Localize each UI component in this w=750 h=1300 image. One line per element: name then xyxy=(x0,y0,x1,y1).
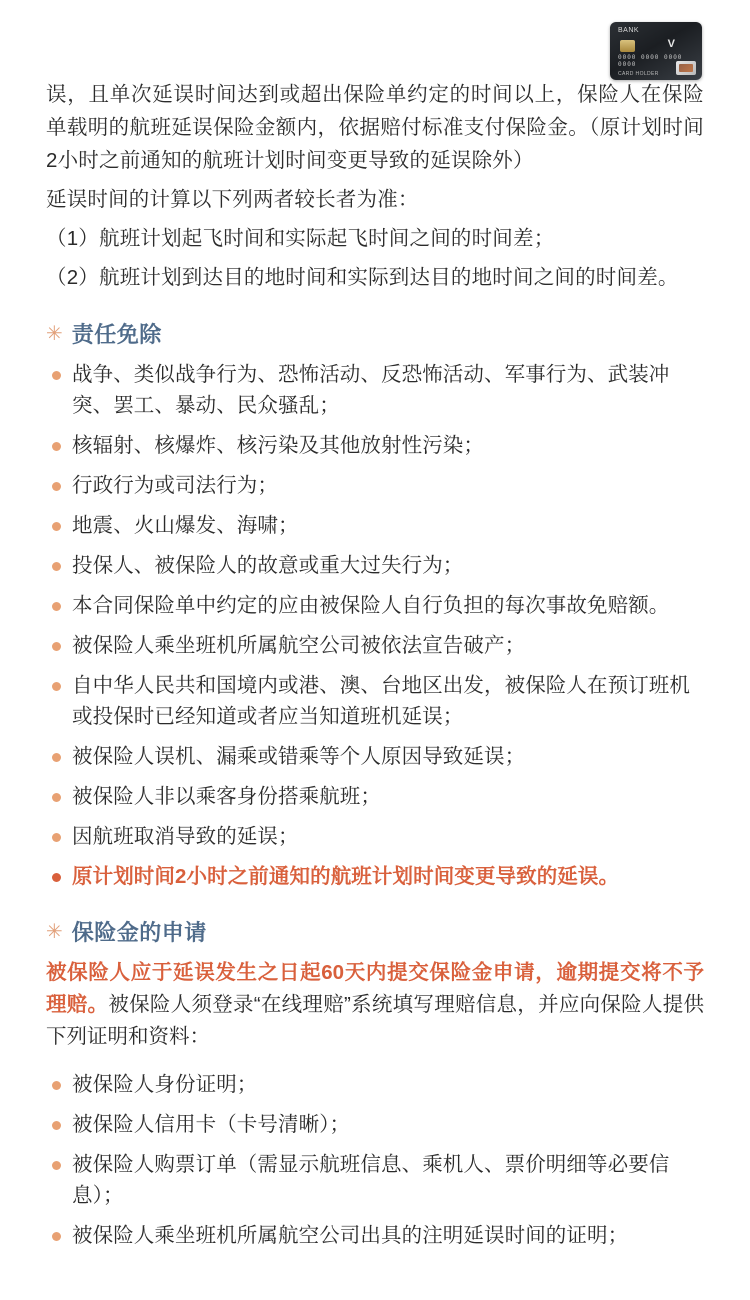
section-title: 责任免除 xyxy=(71,322,162,347)
list-item: 自中华人民共和国境内或港、澳、台地区出发，被保险人在预订班机或投保时已经知道或者应当知道班机延误； xyxy=(46,670,704,732)
claim-rest-text: 被保险人须登录“在线理赔”系统填写理赔信息，并应向保险人提供下列证明和资料： xyxy=(46,993,705,1048)
list-item: 被保险人购票订单（需显示航班信息、乘机人、票价明细等必要信息）； xyxy=(46,1149,704,1211)
claim-intro-paragraph xyxy=(46,957,704,1053)
card-network-icon xyxy=(676,61,696,75)
claim-warning-text: 被保险人应于延误发生之日起60天内提交保险金申请，逾期提交将不予理赔。 xyxy=(46,961,704,1016)
card-network-letter: V xyxy=(667,38,674,50)
list-item: 被保险人乘坐班机所属航空公司被依法宣告破产； xyxy=(46,630,704,661)
list-item: 本合同保险单中约定的应由被保险人自行负担的每次事故免赔额。 xyxy=(46,590,704,621)
intro-block xyxy=(46,0,704,294)
section-title: 保险金的申请 xyxy=(71,920,207,945)
claim-documents-list xyxy=(46,1069,704,1251)
list-item: 因航班取消导致的延误； xyxy=(46,821,704,852)
flower-icon: ✳ xyxy=(46,322,63,345)
list-item: 被保险人非以乘客身份搭乘航班； xyxy=(46,781,704,812)
list-item: 被保险人乘坐班机所属航空公司出具的注明延误时间的证明； xyxy=(46,1220,704,1251)
section-heading-claim xyxy=(46,916,704,947)
list-item: 行政行为或司法行为； xyxy=(46,470,704,501)
list-item: 战争、类似战争行为、恐怖活动、反恐怖活动、军事行为、武装冲突、罢工、暴动、民众骚乱； xyxy=(46,359,704,421)
credit-card-image xyxy=(610,22,702,80)
delay-calc-lead: 延误时间的计算以下列两者较长者为准： xyxy=(46,188,419,211)
list-item: 被保险人误机、漏乘或错乘等个人原因导致延误； xyxy=(46,741,704,772)
list-item: 被保险人信用卡（卡号清晰）； xyxy=(46,1109,704,1140)
list-item: 被保险人身份证明； xyxy=(46,1069,704,1100)
list-item-highlighted: 原计划时间2小时之前通知的航班计划时间变更导致的延误。 xyxy=(46,861,704,892)
card-holder-label: CARD HOLDER xyxy=(618,71,659,77)
card-brand-label: BANK xyxy=(618,27,640,34)
card-number-label: 0000 0000 0000 0000 xyxy=(618,54,683,68)
delay-calc-item-1: （1）航班计划起飞时间和实际起飞时间之间的时间差； xyxy=(46,227,555,250)
card-chip-icon xyxy=(620,40,635,52)
intro-paragraph: 误，且单次延误时间达到或超出保险单约定的时间以上，保险人在保险单载明的航班延误保险金额内，依据赔付标准支付保险金。（原计划时间2小时之前通知的航班计划时间变更导致的延误除外） xyxy=(46,83,704,172)
list-item: 核辐射、核爆炸、核污染及其他放射性污染； xyxy=(46,430,704,461)
flower-icon: ✳ xyxy=(46,920,63,943)
list-item: 投保人、被保险人的故意或重大过失行为； xyxy=(46,550,704,581)
section-heading-exclusions xyxy=(46,318,704,349)
list-item: 地震、火山爆发、海啸； xyxy=(46,510,704,541)
delay-calc-item-2: （2）航班计划到达目的地时间和实际到达目的地时间之间的时间差。 xyxy=(46,266,679,289)
exclusions-list xyxy=(46,359,704,892)
